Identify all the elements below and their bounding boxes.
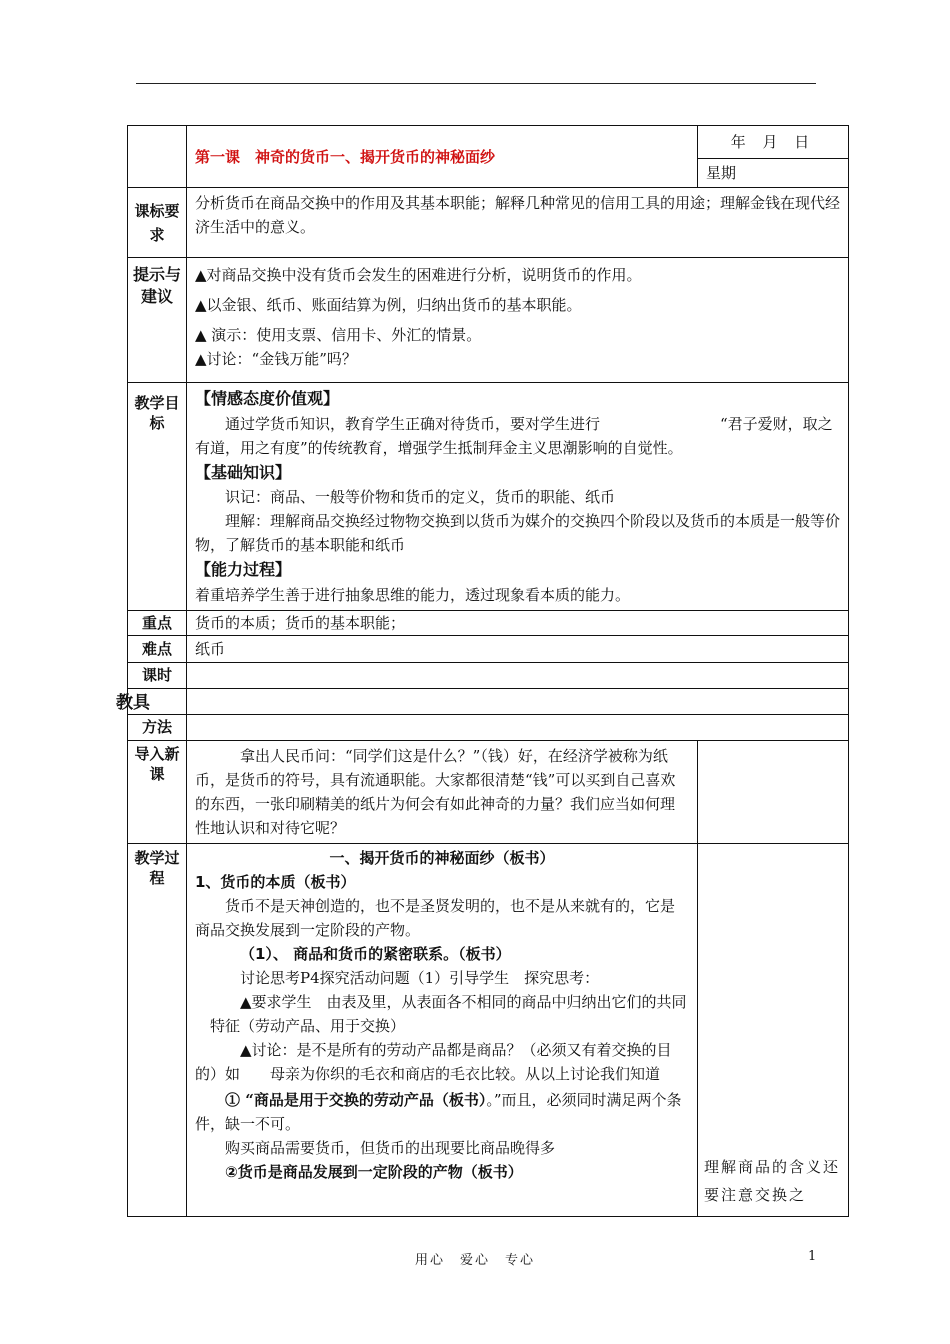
row-label-standard <box>128 188 187 258</box>
key-text: 货币的本质；货币的基本职能； <box>187 610 849 635</box>
process-cell <box>187 843 698 1216</box>
row-label-process: 教学过程 <box>128 843 187 1216</box>
row-label-goals: 教学目标 <box>128 383 187 611</box>
point-1-bold: ① “商品是用于交换的劳动产品（板书） <box>225 1090 487 1109</box>
intro-text <box>187 740 698 843</box>
row-label-hours: 课时 <box>128 662 187 688</box>
label-text: 课标要求 <box>134 201 180 244</box>
process-paragraph-5: 购买商品需要货币，但货币的出现要比商品晚得多 <box>225 1138 556 1157</box>
process-paragraph-4: ▲讨论：是不是所有的劳动产品都是商品？（必须又有着交换的目的）如 母亲为你织的毛衣和商店的毛衣比较。从以上讨论我们知道 <box>195 1040 672 1083</box>
header-rule <box>136 83 816 84</box>
row-label-key: 重点 <box>128 610 187 635</box>
process-point-2: ②货币是商品发展到一定阶段的产物（板书） <box>225 1162 523 1181</box>
goals-heading-attitude: 【情感态度价值观】 <box>195 389 340 408</box>
intro-paragraph: 拿出人民币问：“同学们这是什么？”（钱）好，在经济学被称为纸币，是货币的符号，具有流通职能。大家都很清楚“钱”可以买到自己喜欢的东西，一张印刷精美的纸片为何会有如此神奇的力量？我们应当如何理性地认识和对待它呢？ <box>195 746 676 837</box>
process-notes-cell: 理解商品的含义还要注意交换之 <box>698 843 849 1216</box>
lesson-title: 第一课 神奇的货币一、揭开货币的神秘面纱 <box>187 126 698 188</box>
row-label-tools: 教具 <box>116 693 150 713</box>
process-paragraph-1: 货币不是天神创造的，也不是圣贤发明的，也不是从来就有的，它是商品交换发展到一定阶段的产物。 <box>195 896 676 939</box>
process-paragraph-2: 讨论思考P4探究活动问题（1）引导学生 探究思考： <box>240 968 600 987</box>
process-paragraph-3: ▲要求学生 由表及里，从表面各不相同的商品中归纳出它们的共同特征（劳动产品、用于交换） <box>210 992 687 1035</box>
point-1-rest: 。”而且，必须同时满足两个条件，缺一不可。 <box>195 1090 682 1133</box>
goals-memorize-text: 识记：商品、一般等价物和货币的定义，货币的职能、纸币 <box>225 488 616 507</box>
tips-cell <box>187 258 849 383</box>
method-value <box>187 714 849 740</box>
tools-value <box>187 688 849 714</box>
intro-notes-cell <box>698 740 849 843</box>
row-label-difficult: 难点 <box>128 635 187 662</box>
goals-understand-text: 理解：理解商品交换经过物物交换到以货币为媒介的交换四个阶段以及货币的本质是一般等价物，了解货币的基本职能和纸币 <box>195 512 841 555</box>
lesson-plan-table <box>127 125 849 1217</box>
row-label-method: 方法 <box>128 714 187 740</box>
date-field: 年 月 日 <box>698 126 849 159</box>
goals-attitude-text: 通过学货币知识，教育学生正确对待货币，要对学生进行 “君子爱财，取之有道，用之有度”的传统教育，增强学生抵制拜金主义思潮影响的自觉性。 <box>195 414 833 457</box>
header-blank-cell <box>128 126 187 188</box>
weekday-field: 星期 <box>698 159 849 188</box>
page-number: 1 <box>808 1249 817 1264</box>
goals-heading-knowledge: 【基础知识】 <box>195 462 292 482</box>
process-subheading-1: 1、货币的本质（板书） <box>195 872 356 891</box>
goals-ability-text: 着重培养学生善于进行抽象思维的能力，透过现象看本质的能力。 <box>195 585 631 604</box>
row-label-intro: 导入新课 <box>128 740 187 843</box>
tip-item: ▲ 演示：使用支票、信用卡、外汇的情景。 <box>195 326 482 344</box>
footer-motto: 用心 爱心 专心 <box>414 1253 535 1268</box>
process-subheading-2: （1）、 商品和货币的紧密联系。（板书） <box>240 944 511 963</box>
tip-item: ▲对商品交换中没有货币会发生的困难进行分析，说明货币的作用。 <box>195 266 642 284</box>
standard-text: 分析货币在商品交换中的作用及其基本职能；解释几种常见的信用工具的用途；理解金钱在现代经济生活中的意义。 <box>187 188 849 258</box>
tip-item: ▲讨论：“金钱万能”吗？ <box>195 350 357 368</box>
tip-item: ▲以金银、纸币、账面结算为例，归纳出货币的基本职能。 <box>195 296 582 314</box>
goals-heading-ability: 【能力过程】 <box>195 560 292 580</box>
difficult-text: 纸币 <box>187 635 849 662</box>
process-point-1 <box>195 1088 689 1136</box>
hours-value <box>187 662 849 688</box>
row-label-tips: 提示与建议 <box>128 258 187 383</box>
goals-cell <box>187 383 849 611</box>
process-heading: 一、揭开货币的神秘面纱（板书） <box>329 848 555 867</box>
